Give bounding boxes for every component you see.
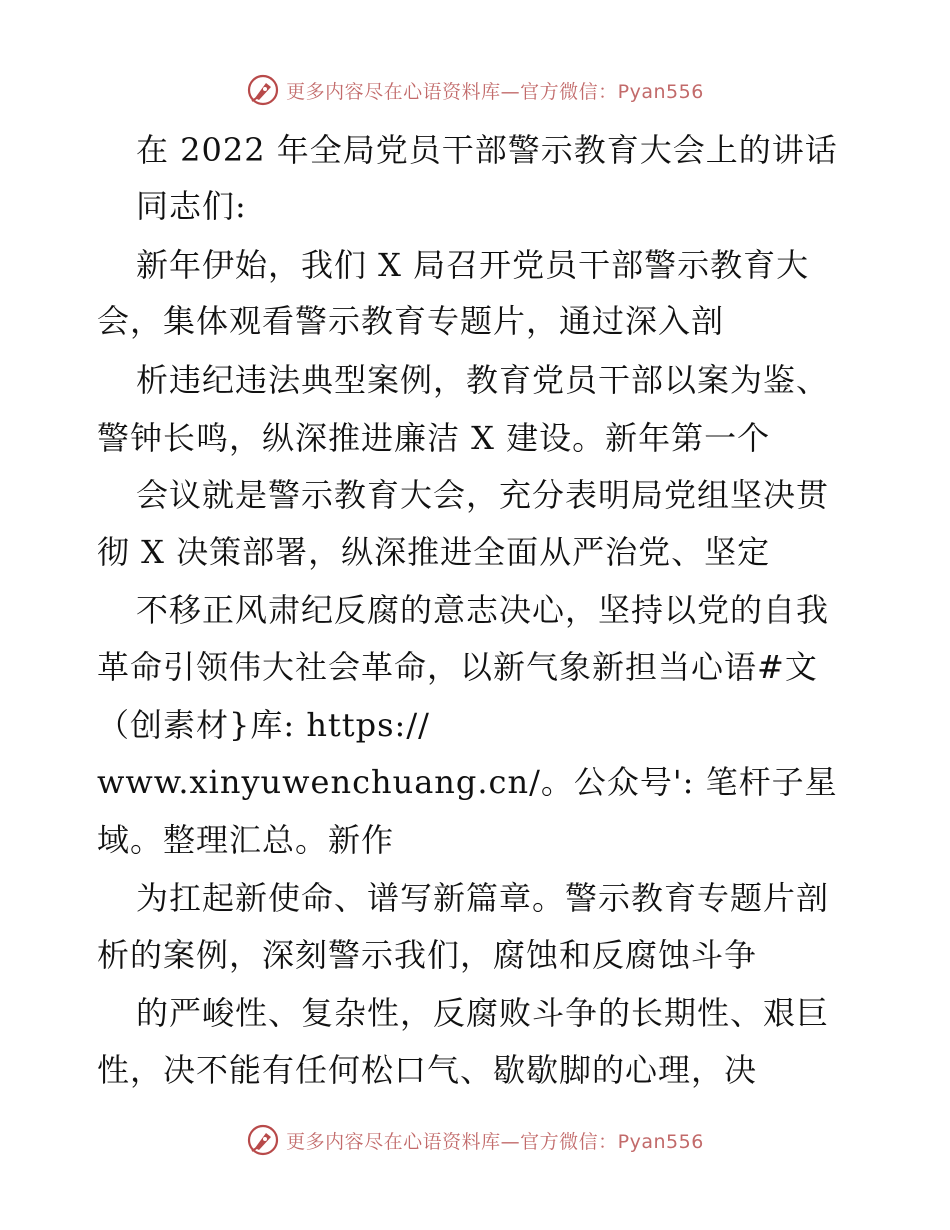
body-line-url: www.xinyuwenchuang.cn/。公众号': 笔杆子星 [97, 763, 838, 801]
body-line: （创素材}库: https:// [97, 706, 430, 744]
body-line: 警钟长鸣，纵深推进廉洁 X 建设。新年第一个 [97, 419, 771, 457]
pen-nib-logo-icon [246, 1123, 280, 1157]
body-line: 新年伊始，我们 X 局召开党员干部警示教育大 [136, 246, 810, 284]
footer-watermark-text: 更多内容尽在心语资料库—官方微信：Pyan556 [286, 1130, 704, 1153]
body-line: 会议就是警示教育大会，充分表明局党组坚决贯 [136, 476, 830, 514]
body-line: 不移正风肃纪反腐的意志决心，坚持以党的自我 [136, 591, 830, 629]
body-line: 析违纪违法典型案例，教育党员干部以案为鉴、 [136, 361, 830, 399]
body-line: 析的案例，深刻警示我们，腐蚀和反腐蚀斗争 [97, 936, 758, 974]
header-watermark [0, 68, 950, 112]
body-line: 会，集体观看警示教育专题片，通过深入剖 [97, 302, 725, 340]
header-watermark-text: 更多内容尽在心语资料库—官方微信：Pyan556 [286, 80, 704, 103]
body-line: 域。整理汇总。新作 [97, 821, 395, 859]
body-line: 为扛起新使命、谱写新篇章。警示教育专题片剖 [136, 879, 830, 917]
footer-watermark [0, 1118, 950, 1162]
pen-nib-logo-icon [246, 73, 280, 107]
salutation: 同志们: [136, 187, 247, 225]
body-line: 的严峻性、复杂性，反腐败斗争的长期性、艰巨 [136, 994, 830, 1032]
document-title: 在 2022 年全局党员干部警示教育大会上的讲话 [136, 131, 838, 169]
body-line: 彻 X 决策部署，纵深推进全面从严治党、坚定 [97, 533, 771, 571]
body-line: 性，决不能有任何松口气、歇歇脚的心理，决 [97, 1051, 758, 1089]
body-line: 革命引领伟大社会革命，以新气象新担当心语#文 [97, 648, 818, 686]
